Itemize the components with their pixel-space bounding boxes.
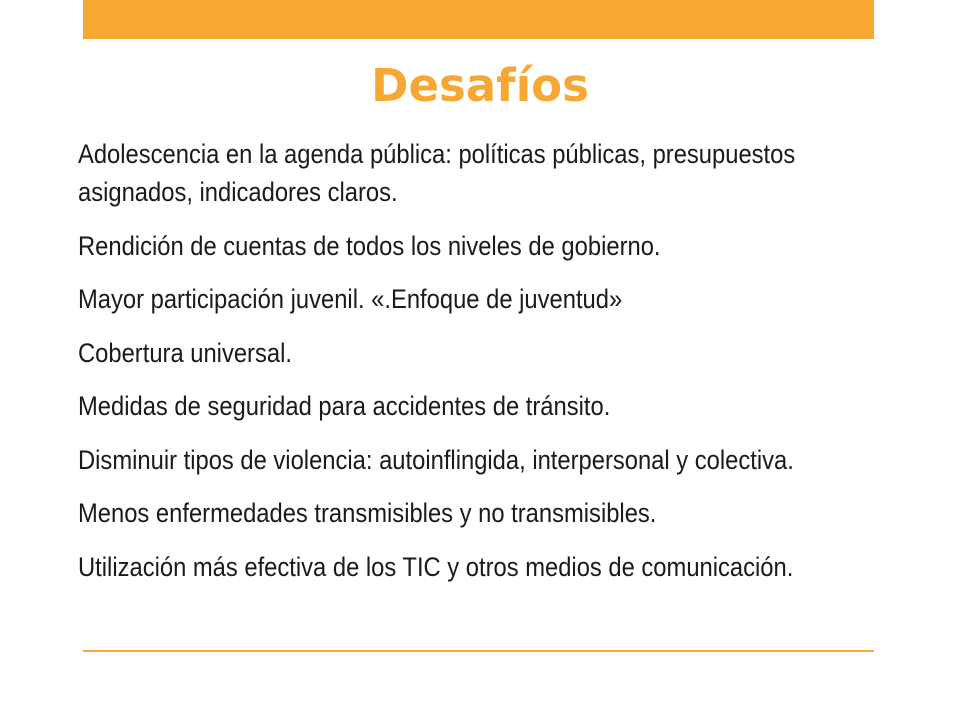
top-accent-bar	[83, 0, 874, 39]
slide-title: Desafíos	[371, 59, 589, 112]
bullet-item: Rendición de cuentas de todos los niveles de gobierno.	[78, 230, 661, 261]
bullet-item: Adolescencia en la agenda pública: políticas públicas, presupuestos asignados, indicadores claros.	[78, 139, 796, 207]
bullet-item: Cobertura universal.	[78, 337, 292, 368]
bullet-list	[78, 135, 878, 601]
bullet-item: Menos enfermedades transmisibles y no transmisibles.	[78, 498, 657, 528]
bullet-item: Disminuir tipos de violencia: autoinflingida, interpersonal y colectiva.	[78, 444, 794, 475]
bottom-accent-line	[83, 650, 874, 652]
bullet-item: Utilización más efectiva de los TIC y otros medios de comunicación.	[78, 551, 794, 582]
bullet-item: Medidas de seguridad para accidentes de tránsito.	[78, 391, 611, 421]
bullet-item: Mayor participación juvenil. «.Enfoque de juventud»	[78, 284, 623, 314]
